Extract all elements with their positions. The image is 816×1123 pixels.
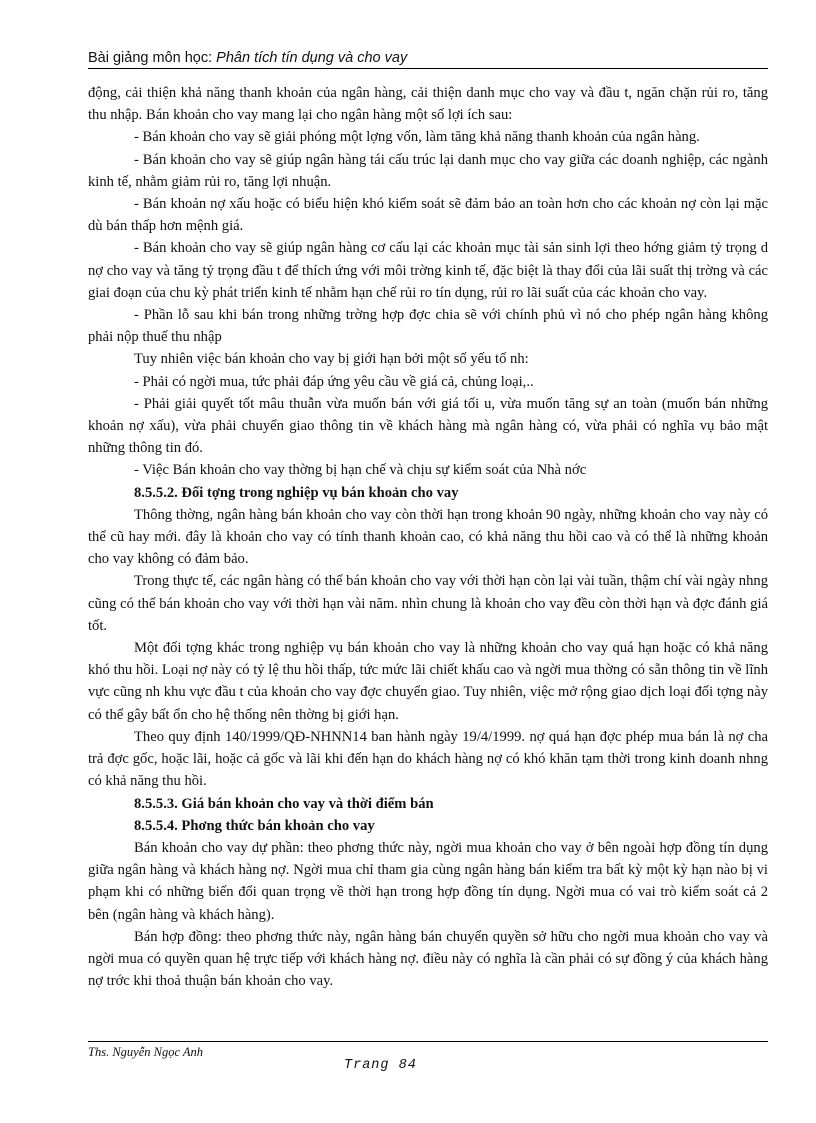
- section-heading: 8.5.5.3. Giá bán khoản cho vay và thời điểm bán: [134, 795, 434, 812]
- paragraph: - Bán khoản nợ xấu hoặc có biểu hiện khó kiểm soát sẽ đảm bảo an toàn hơn cho các khoản nợ còn lại mặc dù bán thấp hơn mệnh giá.: [88, 196, 768, 235]
- paragraph: - Phải giải quyết tốt mâu thuẫn vừa muốn bán với giá tối u, vừa muốn tăng sự an toàn (muốn bán những khoản nợ xấu), vừa phải chuyển giao thông tin về khách hàng mà ngân hàng có, vừa phải có nghĩa vụ bảo mật những thông tin đó.: [88, 395, 768, 457]
- paragraph: Một đối tợng khác trong nghiệp vụ bán khoản cho vay là những khoản cho vay quá hạn hoặc có khả năng khó thu hồi. Loại nợ này có tỷ lệ thu hồi thấp, tức mức lãi chiết khấu cao và ngời mua thờng có sẵn thông tin về lĩnh vực cũng nh khu vực đầu t của khoản cho vay đợc chuyển giao. Tuy nhiên, việc mở rộng giao dịch loại đối tợng này có thể gây bất ổn cho hệ thống nên thờng bị giới hạn.: [88, 640, 768, 723]
- page-header: [88, 49, 768, 67]
- paragraph: - Phải có ngời mua, tức phải đáp ứng yêu cầu về giá cả, chủng loại,..: [134, 373, 534, 390]
- paragraph: - Phần lỗ sau khi bán trong những trờng hợp đợc chia sẽ với chính phủ vì nó cho phép ngân hàng không phải nộp thuế thu nhập: [88, 307, 768, 346]
- paragraph: động, cải thiện khả năng thanh khoản của ngân hàng, cải thiện danh mục cho vay và đầu t, ngăn chặn rủi ro, tăng thu nhập. Bán khoản cho vay mang lại cho ngân hàng một số lợi ích sau:: [88, 85, 768, 124]
- document-body: [88, 82, 768, 992]
- paragraph: Bán hợp đồng: theo phơng thức này, ngân hàng bán chuyển quyền sở hữu cho ngời mua khoản cho vay và ngời mua có quyền quan hệ trực tiếp với khách hàng nợ. điều này có nghĩa là cần phải có sự đồng ý của khách hàng nợ trớc khi thoả thuận bán khoản cho vay.: [88, 928, 768, 990]
- section-heading: 8.5.5.4. Phơng thức bán khoản cho vay: [134, 817, 375, 834]
- footer-rule: [88, 1041, 768, 1042]
- header-prefix: Bài giảng môn học:: [88, 50, 217, 66]
- author-name: Ths. Nguyễn Ngọc Anh: [88, 1045, 204, 1059]
- header-rule: [88, 68, 768, 69]
- paragraph: Trong thực tế, các ngân hàng có thể bán khoản cho vay với thời hạn còn lại vài tuần, thậm chí vài ngày nhng cũng có thể bán khoản cho vay với thời hạn vài năm. nhìn chung là khoản cho vay đều còn thời hạn và đợc đánh giá tốt.: [88, 573, 768, 634]
- section-heading: 8.5.5.2. Đối tợng trong nghiệp vụ bán khoản cho vay: [134, 484, 459, 501]
- paragraph: - Bán khoản cho vay sẽ giúp ngân hàng tái cấu trúc lại danh mục cho vay giữa các doanh nghiệp, các ngành kinh tế, nhằm giảm rủi ro, tăng lợi nhuận.: [88, 151, 768, 190]
- paragraph: Bán khoản cho vay dự phần: theo phơng thức này, ngời mua khoản cho vay ở bên ngoài hợp đồng tín dụng giữa ngân hàng và khách hàng nợ. Ngời mua chỉ tham gia cùng ngân hàng bán kiểm tra bất kỳ một kỳ hạn nào bị vi phạm khi có những biến đổi quan trọng về thời hạn trong hợp đồng tín dụng. Ngời mua có vai trò kiểm soát cả 2 bên (ngân hàng và khách hàng).: [88, 839, 768, 923]
- paragraph: Tuy nhiên việc bán khoản cho vay bị giới hạn bởi một số yếu tố nh:: [134, 351, 529, 368]
- paragraph: - Bán khoản cho vay sẽ giúp ngân hàng cơ cấu lại các khoản mục tài sản sinh lợi theo hớng giảm tỷ trọng d nợ cho vay và tăng tỷ trọng đầu t để thích ứng với môi trờng kinh tế, đặc biệt là thay đổi của lãi suất thị trờng và các giai đoạn của chu kỳ phát triển kinh tế nhằm hạn chế rủi ro tín dụng, rủi ro lãi suất của các khoản cho vay.: [88, 240, 768, 301]
- paragraph: Theo quy định 140/1999/QĐ-NHNN14 ban hành ngày 19/4/1999. nợ quá hạn đợc phép mua bán là nợ cha trả đợc gốc, hoặc lãi, hoặc cả gốc và lãi khi đến hạn do khách hàng nợ có khó khăn tạm thời trong kinh doanh nhng có khả năng thu hồi.: [88, 728, 768, 790]
- paragraph: - Việc Bán khoản cho vay thờng bị hạn chế và chịu sự kiểm soát của Nhà nớc: [134, 462, 587, 479]
- paragraph: - Bán khoản cho vay sẽ giải phóng một lợng vốn, làm tăng khả năng thanh khoản của ngân hàng.: [134, 129, 700, 146]
- course-title: Phân tích tín dụng và cho vay: [216, 50, 408, 66]
- paragraph: Thông thờng, ngân hàng bán khoản cho vay còn thời hạn trong khoản 90 ngày, những khoản cho vay này có thể cũ hay mới. đây là khoản cho vay có tính thanh khoản cao, có khả năng thu hồi cao và có thể là những khoản cho vay không có đảm bảo.: [88, 506, 768, 568]
- page-number: Trang 84: [344, 1058, 417, 1073]
